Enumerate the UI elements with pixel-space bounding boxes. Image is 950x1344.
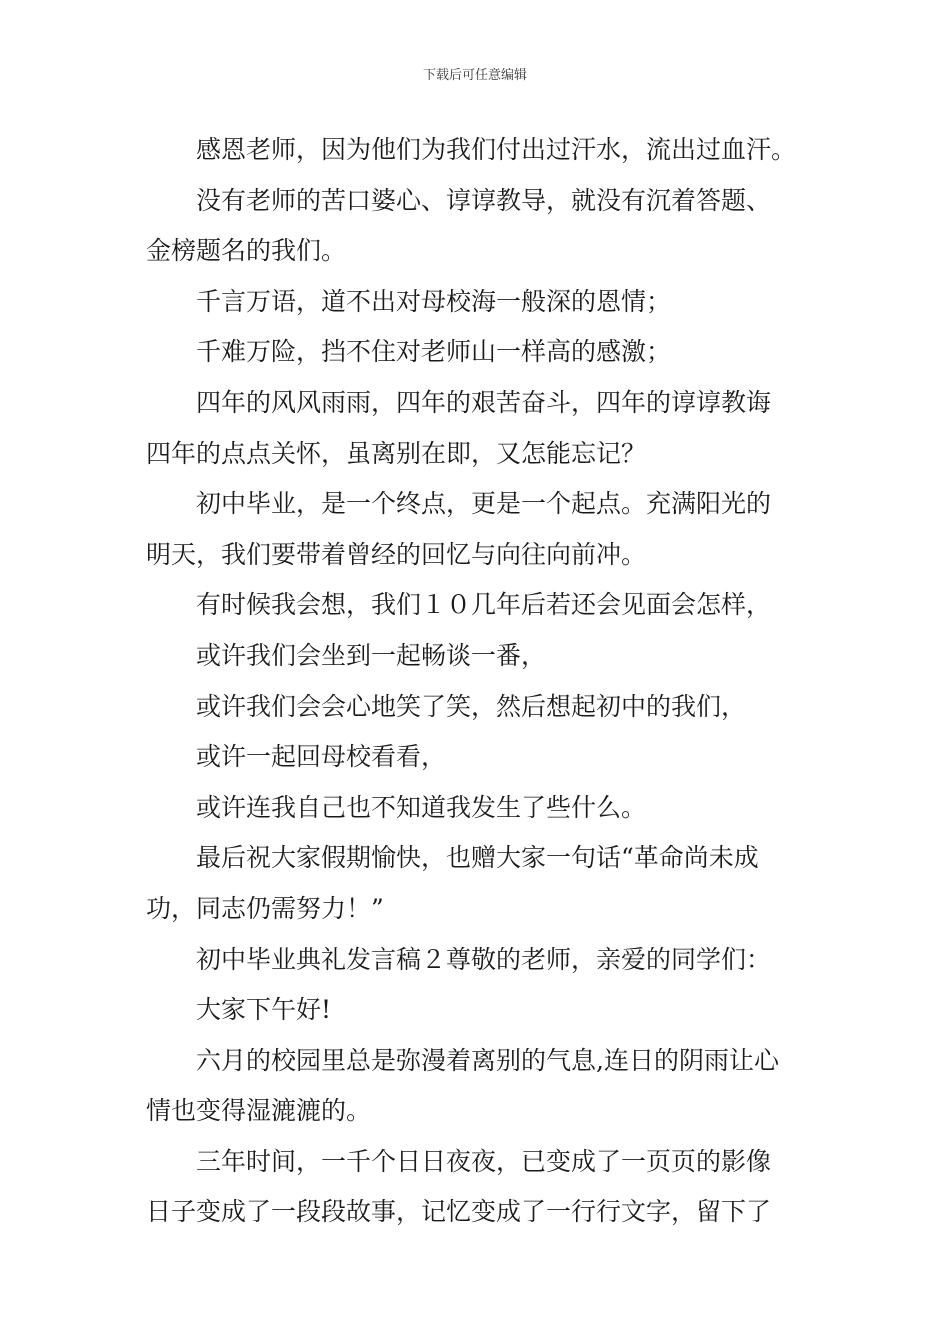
text-line: 没有老师的苦口婆心、谆谆教导，就没有沉着答题、	[196, 185, 772, 215]
text-line: 金榜题名的我们。	[146, 236, 347, 266]
text-line: 情也变得湿漉漉的。	[146, 1096, 372, 1126]
text-line: 大家下午好!	[196, 995, 332, 1025]
text-line: 最后祝大家假期愉快，也赠大家一句话“革命尚未成	[196, 843, 759, 873]
text-line: 有时候我会想，我们１０几年后若还会见面会怎样，	[196, 590, 772, 620]
page-header: 下载后可任意编辑	[422, 68, 527, 83]
text-line: 或许我们会坐到一起畅谈一番，	[196, 640, 547, 670]
text-line: 四年的点点关怀，虽离别在即，又怎能忘记？	[146, 438, 647, 468]
text-line: 或许我们会会心地笑了笑，然后想起初中的我们，	[196, 691, 747, 721]
text-line: 千难万险，挡不住对老师山一样高的感激；	[196, 337, 672, 367]
text-line: 千言万语，道不出对母校海一般深的恩情；	[196, 286, 672, 316]
document-body	[146, 125, 810, 1238]
text-line: 明天，我们要带着曾经的回忆与向往向前冲。	[146, 539, 647, 569]
text-line: 六月的校园里总是弥漫着离别的气息,连日的阴雨让心	[196, 1045, 779, 1075]
text-line: 或许一起回母校看看，	[196, 742, 447, 772]
text-line: 感恩老师，因为他们为我们付出过汗水，流出过血汗。	[196, 135, 797, 164]
text-line: 初中毕业典礼发言稿２尊敬的老师，亲爱的同学们：	[196, 944, 772, 974]
text-line: 日子变成了一段段故事，记忆变成了一行行文字，留下了	[146, 1197, 772, 1227]
text-line: 功，同志仍需努力！”	[146, 893, 384, 923]
text-line: 三年时间，一千个日日夜夜，已变成了一页页的影像	[196, 1146, 772, 1176]
text-line: 四年的风风雨雨，四年的艰苦奋斗，四年的谆谆教诲	[196, 387, 772, 417]
text-line: 初中毕业，是一个终点，更是一个起点。充满阳光的	[196, 489, 772, 519]
text-line: 或许连我自己也不知道我发生了些什么。	[196, 792, 647, 822]
